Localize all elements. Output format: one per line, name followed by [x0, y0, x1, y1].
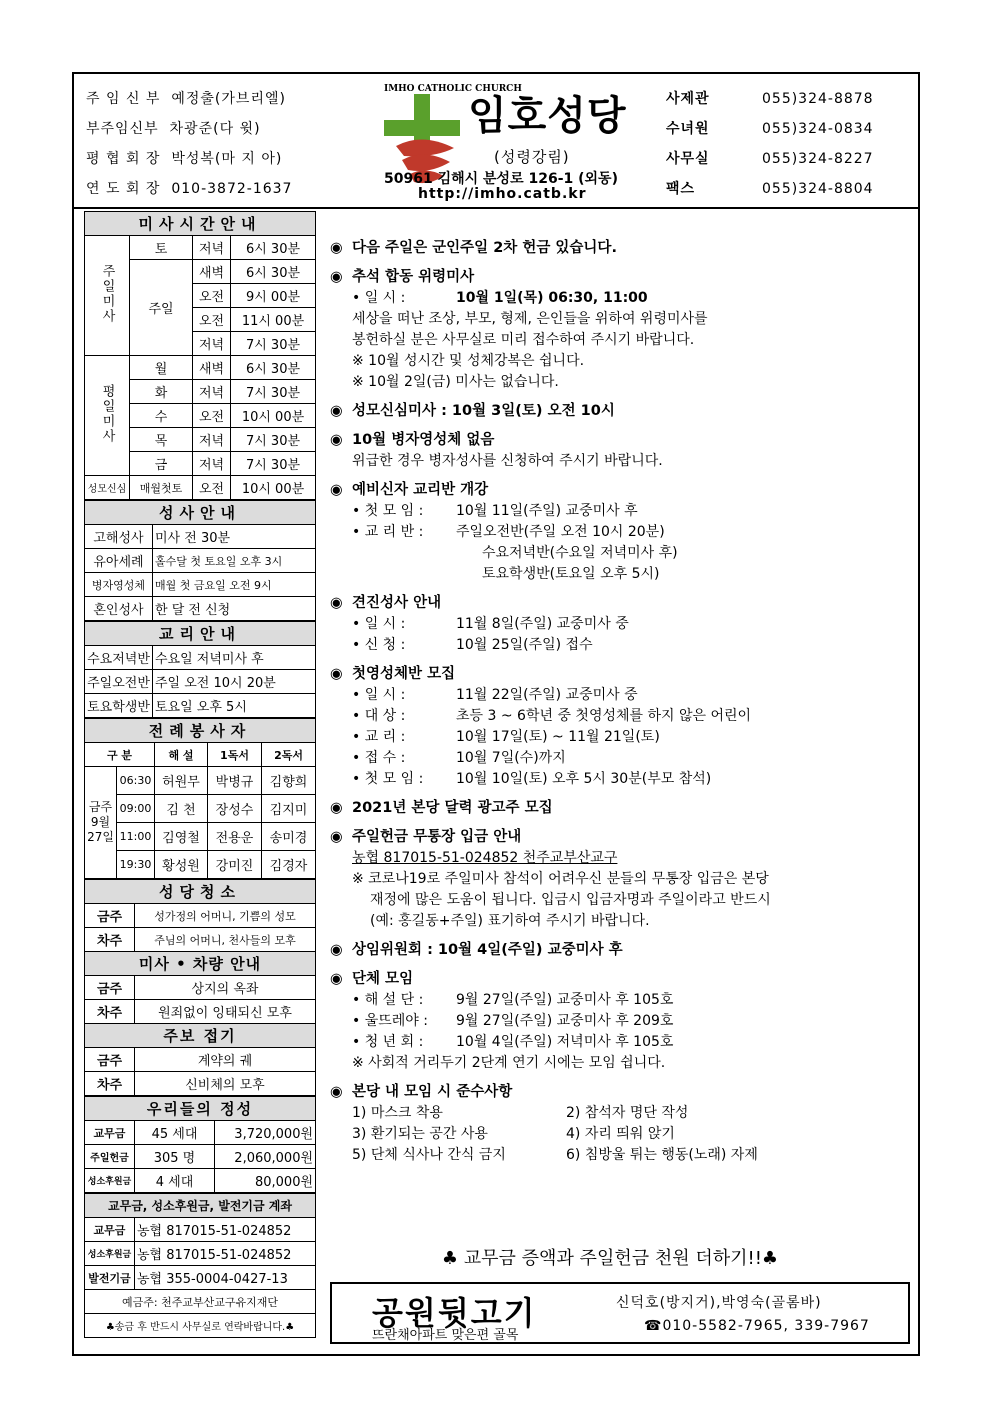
bullet-icon: ◉ [330, 971, 343, 987]
notice-item: ◉ 단체 모임 • 해 설 단 : 9월 27일(주일) 교중미사 후 105호 • 울뜨레야 : 9월 27일(주일) 교중미사 후 209호 • 청 년 회 : 10월 4일(주일) 저녁미사 후 105호 ※ 사회적 거리두기 2단계 연기 시에는 모임 쉽니다. [330, 968, 910, 1074]
notice-item: ◉ 주일헌금 무통장 입금 안내 농협 817015-51-024852 천주교부산교구 ※ 코로나19로 주일미사 참석이 어려우신 분들의 무통장 입금은 본당 재정에 많은 도움이 됩니다. 입금시 입금자명과 주일이라고 반드시 (예: 홍길동+주일) 표기하여 주시기 바랍니다. [330, 826, 910, 932]
offering-motto: ♣ 교무금 증액과 주일헌금 천원 더하기!!♣ [441, 1248, 779, 1269]
ad-location: 뜨란채아파트 맞은편 골목 [372, 1328, 519, 1343]
header-left-row: 평 협 회 장 박성복(마 지 아) [86, 151, 283, 167]
contact-office: 사무실 055)324-8227 [666, 151, 874, 167]
advertisement [330, 1282, 910, 1344]
bullet-icon: ◉ [330, 595, 343, 611]
mass-schedule-table: 미사시간안내 주일미사 토 저녁 6시 30분 주일 새벽 6시 30분 오전 9시 00분 오전 11시 00분 저녁 7시 30분 평일미사 월 새벽 6시 30분 화 저녁 7시 30분 수 오전 10시 00분 목 저녁 7시 30분 금 저녁 7시 30분 성모신심 매월첫토 오전 10시 00분 [84, 211, 316, 500]
bullet-icon: ◉ [330, 269, 343, 285]
sunday-mass-label: 주일미사 [85, 236, 130, 356]
section-title: 교리안내 [85, 622, 316, 646]
contact-convent: 수녀원 055)324-0834 [666, 121, 874, 137]
bank-account: 농협 817015-51-024852 천주교부산교구 [352, 850, 618, 866]
cleaning-table: 성당청소 금주 성가정의 어머니, 기쁨의 성모 차주 주님의 어머니, 천사들의 모후 미사 • 차량 안내 금주 상지의 옥좌 차주 원죄없이 잉태되신 모후 주보 접기 금주 계약의 궤 차주 신비체의 모후 [84, 879, 316, 1096]
bullet-icon: ◉ [330, 666, 343, 682]
bullet-icon: ◉ [330, 482, 343, 498]
contact-fax: 팩스 055)324-8804 [666, 181, 874, 197]
church-motto: (성령강림) [494, 148, 570, 166]
notice-item: ◉ 상임위원회 : 10월 4일(주일) 교중미사 후 [330, 939, 910, 961]
contact-rectory: 사제관 055)324-8878 [666, 91, 874, 107]
section-title: 우리들의 정성 [85, 1097, 316, 1121]
transfer-notice: ♣송금 후 반드시 사무실로 연락바랍니다.♣ [85, 1314, 316, 1338]
servers-date: 금주 9월 27일 [85, 767, 117, 879]
sacrament-table: 성사안내 고해성사 미사 전 30분 유아세례 홀수달 첫 토요일 오후 3시 병자영성체 매월 첫 금요일 오전 9시 혼인성사 한 달 전 신청 [84, 500, 316, 621]
notice-item: ◉ 2021년 본당 달력 광고주 모집 [330, 797, 910, 819]
header-left-row: 부주임신부 차광준(다 윗) [86, 121, 261, 137]
bulletin-frame [72, 72, 920, 1356]
notices [330, 237, 910, 1173]
bullet-icon: ◉ [330, 432, 343, 448]
ad-owner: 신덕호(방지거),박영숙(골롬바) [616, 1295, 822, 1311]
sidebar [84, 211, 315, 1338]
section-title: 전례봉사자 [85, 719, 316, 743]
bullet-icon: ◉ [330, 942, 343, 958]
bulletin-header [74, 74, 918, 209]
offering-table: 우리들의 정성 교무금 45 세대 3,720,000원 주일헌금 305 명 2,060,000원 성소후원금 4 세대 80,000원 [84, 1096, 316, 1193]
bullet-icon: ◉ [330, 240, 343, 256]
church-name: 임호성당 [468, 93, 627, 139]
section-title: 성당청소 [85, 880, 316, 904]
ad-business-name: 공원뒷고기 [372, 1294, 537, 1332]
section-title: 미사시간안내 [85, 212, 316, 236]
account-table: 교무금, 성소후원금, 발전기금 계좌 교무금 농협 817015-51-024852 성소후원금 농협 817015-51-024852 발전기금 농협 355-0004-0427-13 예금주: 천주교부산교구유지재단 ♣송금 후 반드시 사무실로 연락바랍니다.♣ [84, 1193, 316, 1338]
bullet-icon: ◉ [330, 829, 343, 845]
notice-item: ◉ 성모신심미사 : 10월 3일(토) 오전 10시 [330, 400, 910, 422]
header-left-row: 연 도 회 장 010-3872-1637 [86, 181, 293, 197]
logo-arc-text: IMHO CATHOLIC CHURCH [384, 84, 522, 94]
section-title: 성사안내 [85, 501, 316, 525]
section-title: 교무금, 성소후원금, 발전기금 계좌 [85, 1194, 316, 1218]
header-left-row: 주 임 신 부 예정출(가브리엘) [86, 91, 286, 107]
church-address: 50961 김해시 분성로 126-1 (외동) [384, 171, 618, 187]
bullet-icon: ◉ [330, 800, 343, 816]
church-url[interactable]: http://imho.catb.kr [418, 186, 587, 202]
servers-table: 전례봉사자 구 분 해 설 1독서 2독서 금주 9월 27일 06:30 허원무 박병규 김향희 09:00 김 천 장성수 김지미 11:00 김영철 전용운 송미경 19:30 황성원 강미진 김경자 [84, 718, 316, 879]
bullet-icon: ◉ [330, 403, 343, 419]
bullet-icon: ◉ [330, 1084, 343, 1100]
depositor: 예금주: 천주교부산교구유지재단 [85, 1290, 316, 1314]
weekday-mass-label: 평일미사 [85, 356, 130, 476]
notice-item: ◉ 추석 합동 위령미사 • 일 시 : 10월 1일(목) 06:30, 11:00 세상을 떠난 조상, 부모, 형제, 은인들을 위하여 위령미사를 봉헌하실 분은 사무실로 미리 접수하여 주시기 바랍니다. ※ 10월 성시간 및 성체강복은 쉽니다. ※ 10월 2일(금) 미사는 없습니다. [330, 266, 910, 393]
notice-item: ◉ 10월 병자영성체 없음 위급한 경우 병자성사를 신청하여 주시기 바랍니다. [330, 429, 910, 472]
notice-item: ◉ 예비신자 교리반 개강 • 첫 모 임 : 10월 11일(주일) 교중미사 후 • 교 리 반 : 주일오전반(주일 오전 10시 20분) 수요저녁반(수요일 저녁미사 후) 토요학생반(토요일 오후 5시) [330, 479, 910, 585]
notice-item: ◉ 첫영성체반 모집 • 일 시 : 11월 22일(주일) 교중미사 중 • 대 상 : 초등 3 ~ 6학년 중 첫영성체를 하지 않은 어린이 • 교 리 : 10월 17일(토) ~ 11월 21일(토) • 접 수 : 10월 7일(수)까지 • 첫 모 임 : 10월 10일(토) 오후 5시 30분(부모 참석) [330, 663, 910, 790]
notice-item: ◉ 본당 내 모임 시 준수사항 1) 마스크 착용 2) 참석자 명단 작성 3) 환기되는 공간 사용 4) 자리 띄워 앉기 5) 단체 식사나 간식 금지 6) 침방울 튀는 행동(노래) 자제 [330, 1081, 910, 1166]
doctrine-table: 교리안내 수요저녁반 수요일 저녁미사 후 주일오전반 주일 오전 10시 20분 토요학생반 토요일 오후 5시 [84, 621, 316, 718]
notice-item: ◉ 다음 주일은 군인주일 2차 헌금 있습니다. [330, 237, 910, 259]
notice-item: ◉ 견진성사 안내 • 일 시 : 11월 8일(주일) 교중미사 중 • 신 청 : 10월 25일(주일) 접수 [330, 592, 910, 656]
ad-phone: ☎010-5582-7965, 339-7967 [644, 1318, 870, 1334]
section-title: 미사 • 차량 안내 [85, 952, 316, 976]
section-title: 주보 접기 [85, 1024, 316, 1048]
